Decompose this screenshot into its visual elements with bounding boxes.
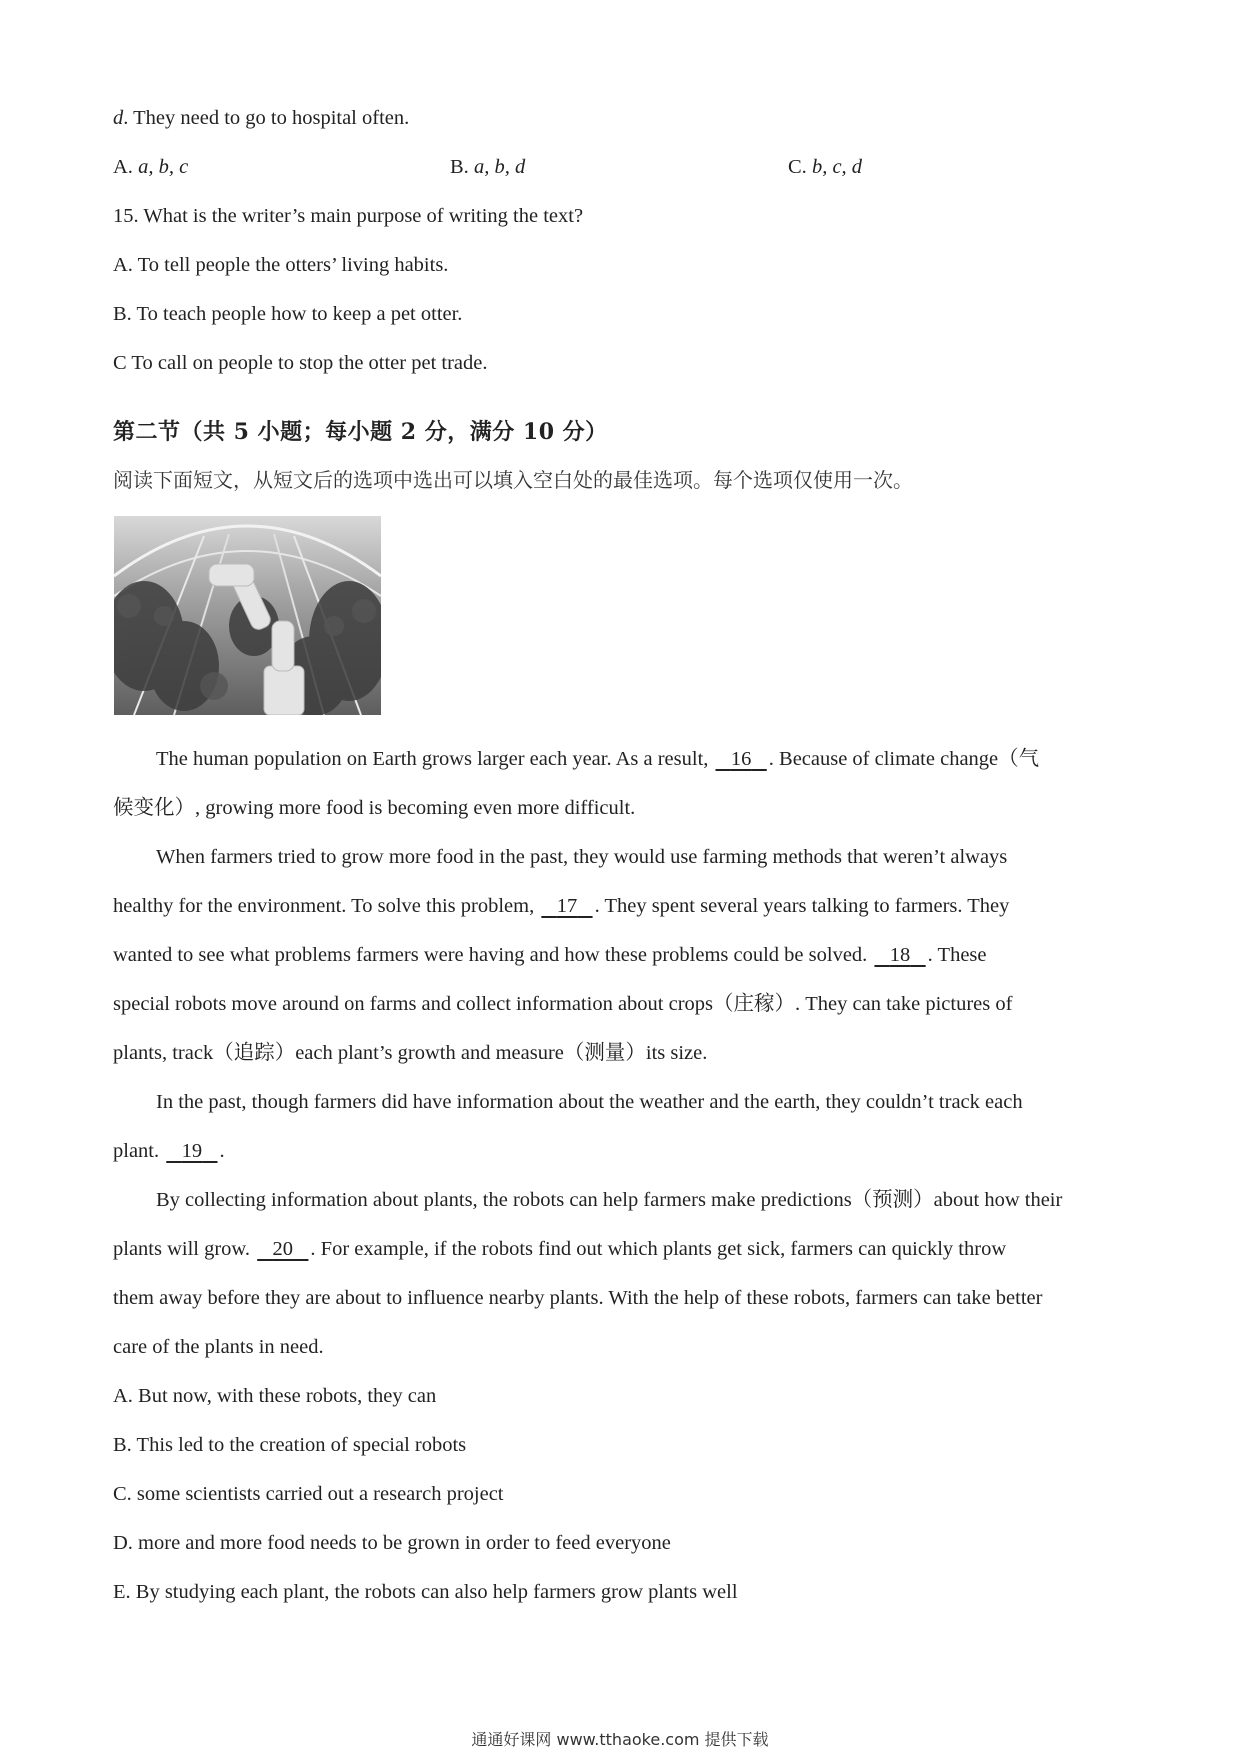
statement-label: d — [113, 107, 124, 129]
statement-text: . They need to go to hospital often. — [123, 107, 410, 129]
passage-p2-line1: When farmers tried to grow more food in the past, they would use farming methods that weren’t always — [156, 846, 1008, 868]
passage-p2-line2: healthy for the environment. To solve this problem, 17 . They spent several years talking to farmers. They — [113, 895, 1010, 917]
passage-p4-line2: plants will grow. 20 . For example, if the robots find out which plants get sick, farmers can quickly throw — [113, 1238, 1007, 1260]
blank-16: 16 — [730, 748, 752, 770]
choice-a: A. But now, with these robots, they can — [113, 1385, 437, 1407]
q14-option-a: A. a, b, c — [113, 156, 189, 178]
passage-p2-line3: wanted to see what problems farmers were having and how these problems could be solved. 18 . These — [113, 944, 987, 966]
passage-p4-line4: care of the plants in need. — [113, 1336, 324, 1358]
passage-p3-line2: plant. 19 . — [113, 1140, 225, 1162]
q15-option-a: A. To tell people the otters’ living habits. — [113, 254, 449, 276]
q15-option-c: C To call on people to stop the otter pet trade. — [113, 352, 488, 374]
q14-option-c: C. b, c, d — [788, 156, 863, 178]
choice-b: B. This led to the creation of special robots — [113, 1434, 467, 1456]
blank-20: 20 — [272, 1238, 294, 1260]
q14-option-b: B. a, b, d — [450, 156, 526, 178]
choice-e: E. By studying each plant, the robots can also help farmers grow plants well — [113, 1581, 738, 1603]
q15-option-b: B. To teach people how to keep a pet otter. — [113, 303, 463, 325]
blank-17: 17 — [556, 895, 578, 917]
passage-p1-line1: The human population on Earth grows larger each year. As a result, 16 . Because of climate change（气 — [156, 748, 1040, 770]
q14-statement-d — [113, 104, 409, 132]
blank-18: 18 — [889, 944, 911, 966]
page-footer: 通通好课网 www.tthaoke.com 提供下载 — [471, 1730, 769, 1749]
passage-p4-line3: them away before they are about to influence nearby plants. With the help of these robots, farmers can take better — [113, 1287, 1043, 1309]
blank-19: 19 — [181, 1140, 203, 1162]
passage-p3-line1: In the past, though farmers did have information about the weather and the earth, they couldn’t track each — [156, 1091, 1023, 1113]
section-heading: 第二节（共 5 小题；每小题 2 分，满分 10 分） — [113, 419, 608, 445]
q15-question: 15. What is the writer’s main purpose of writing the text? — [113, 205, 584, 227]
greenhouse-robot-photo — [114, 516, 381, 715]
passage-p2-line4: special robots move around on farms and collect information about crops（庄稼）. They can take pictures of — [113, 993, 1013, 1015]
passage-p2-line5: plants, track（追踪）each plant’s growth and measure（测量）its size. — [113, 1042, 708, 1064]
passage-p1-line2: 候变化）, growing more food is becoming even more difficult. — [113, 797, 636, 819]
passage-p4-line1: By collecting information about plants, the robots can help farmers make predictions（预测）about how their — [156, 1189, 1063, 1211]
section-instruction: 阅读下面短文，从短文后的选项中选出可以填入空白处的最佳选项。每个选项仅使用一次。 — [113, 468, 913, 492]
choice-c: C. some scientists carried out a research project — [113, 1483, 504, 1505]
choice-d: D. more and more food needs to be grown in order to feed everyone — [113, 1532, 671, 1554]
